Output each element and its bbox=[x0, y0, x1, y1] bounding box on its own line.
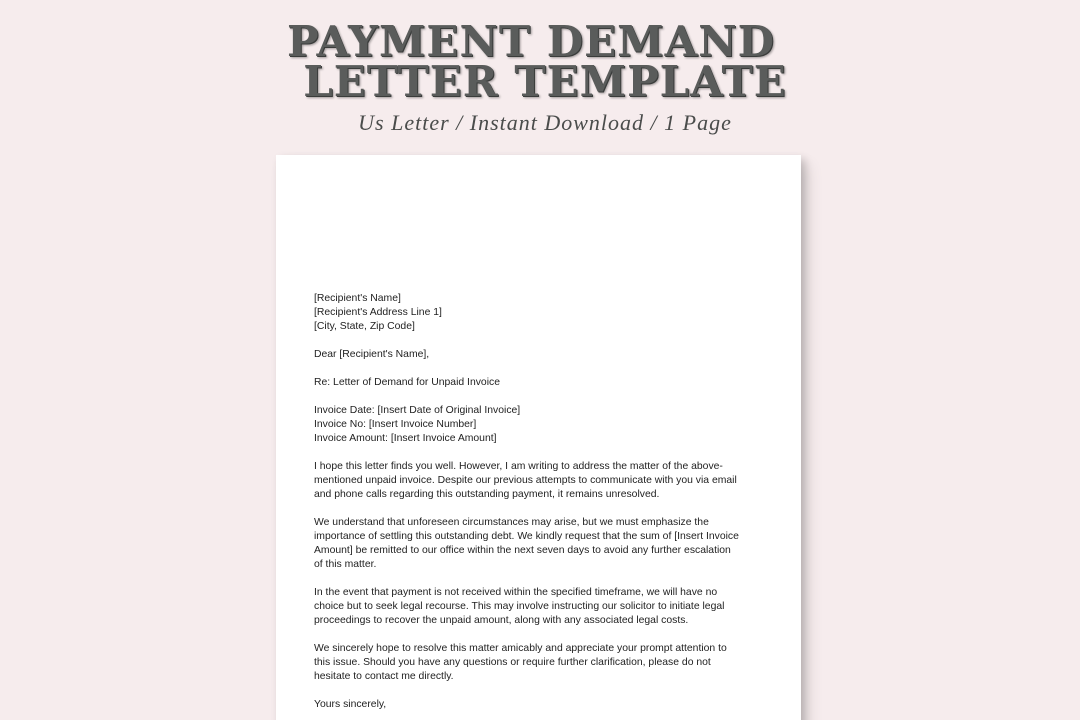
letter-body bbox=[314, 292, 759, 712]
subtitle: Us Letter / Instant Download / 1 Page bbox=[358, 110, 732, 135]
paragraph-line: importance of settling this outstanding debt. We kindly request that the sum of [Insert Invoice bbox=[314, 531, 739, 542]
invoice-amount: Invoice Amount: [Insert Invoice Amount] bbox=[314, 433, 497, 444]
paragraph-1 bbox=[314, 460, 759, 502]
title-line-2: LETTER TEMPLATE bbox=[303, 57, 787, 106]
paragraph-line: Amount] be remitted to our office within the next seven days to avoid any further escalation bbox=[314, 545, 731, 556]
subject-line: Re: Letter of Demand for Unpaid Invoice bbox=[314, 377, 500, 388]
paragraph-line: choice but to seek legal recourse. This may involve instructing our solicitor to initiate legal bbox=[314, 601, 725, 612]
paragraph-line: this issue. Should you have any questions or require further clarification, please do not bbox=[314, 657, 711, 668]
product-header bbox=[0, 17, 1080, 136]
recipient-block bbox=[314, 292, 759, 334]
paragraph-line: We understand that unforeseen circumstances may arise, but we must emphasize the bbox=[314, 517, 709, 528]
paragraph-line: hesitate to contact me directly. bbox=[314, 671, 454, 682]
recipient-city: [City, State, Zip Code] bbox=[314, 321, 415, 332]
title-line-1: PAYMENT DEMAND bbox=[286, 17, 776, 66]
paragraph-4 bbox=[314, 642, 759, 684]
paragraph-line: I hope this letter finds you well. However, I am writing to address the matter of the above- bbox=[314, 461, 723, 472]
invoice-details bbox=[314, 404, 759, 446]
paragraph-line: proceedings to recover the unpaid amount, along with any associated legal costs. bbox=[314, 615, 689, 626]
paragraph-2 bbox=[314, 516, 759, 572]
paragraph-line: and phone calls regarding this outstanding payment, it remains unresolved. bbox=[314, 489, 660, 500]
closing: Yours sincerely, bbox=[314, 699, 387, 710]
paragraph-line: In the event that payment is not received within the specified timeframe, we will have no bbox=[314, 587, 718, 598]
recipient-address: [Recipient's Address Line 1] bbox=[314, 307, 442, 318]
paragraph-line: mentioned unpaid invoice. Despite our previous attempts to communicate with you via email bbox=[314, 475, 737, 486]
letter-page bbox=[276, 155, 801, 720]
salutation: Dear [Recipient's Name], bbox=[314, 349, 430, 360]
invoice-number: Invoice No: [Insert Invoice Number] bbox=[314, 419, 477, 430]
paragraph-line: We sincerely hope to resolve this matter amicably and appreciate your prompt attention to bbox=[314, 643, 727, 654]
recipient-name: [Recipient's Name] bbox=[314, 293, 401, 304]
paragraph-3 bbox=[314, 586, 759, 628]
invoice-date: Invoice Date: [Insert Date of Original Invoice] bbox=[314, 405, 521, 416]
paragraph-line: of this matter. bbox=[314, 559, 377, 570]
